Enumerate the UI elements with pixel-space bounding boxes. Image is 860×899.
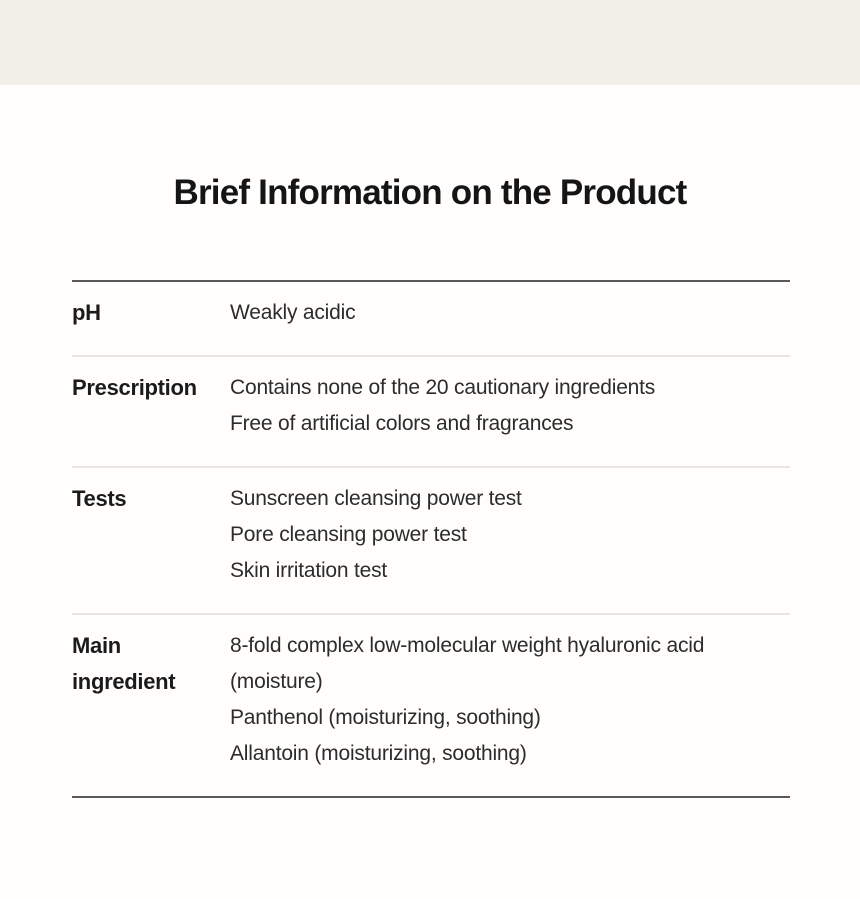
row-value-line: Pore cleansing power test	[230, 523, 467, 546]
paper-texture-band	[0, 0, 860, 85]
row-value-line: 8-fold complex low-molecular weight hyaluronic acid (moisture)	[230, 634, 705, 693]
row-values	[230, 295, 790, 331]
row-values	[230, 370, 790, 442]
row-value-line: Skin irritation test	[230, 559, 388, 582]
row-label: Prescription	[72, 375, 197, 400]
row-value-line: Contains none of the 20 cautionary ingredients	[230, 376, 656, 399]
row-value-line: Panthenol (moisturizing, soothing)	[230, 706, 541, 729]
row-value-line: Weakly acidic	[230, 301, 356, 324]
table-row	[72, 355, 790, 466]
row-label: pH	[72, 300, 101, 325]
row-value-line: Free of artificial colors and fragrances	[230, 412, 574, 435]
table-row	[72, 613, 790, 796]
row-values	[230, 481, 790, 589]
row-value-line: Allantoin (moisturizing, soothing)	[230, 742, 527, 765]
row-label: Tests	[72, 486, 127, 511]
row-value-line: Sunscreen cleansing power test	[230, 487, 522, 510]
table-row	[72, 282, 790, 355]
table-row	[72, 466, 790, 613]
row-label: Main ingredient	[72, 633, 176, 694]
product-info-table	[72, 280, 790, 798]
page-title: Brief Information on the Product	[173, 173, 687, 212]
row-values	[230, 628, 790, 772]
